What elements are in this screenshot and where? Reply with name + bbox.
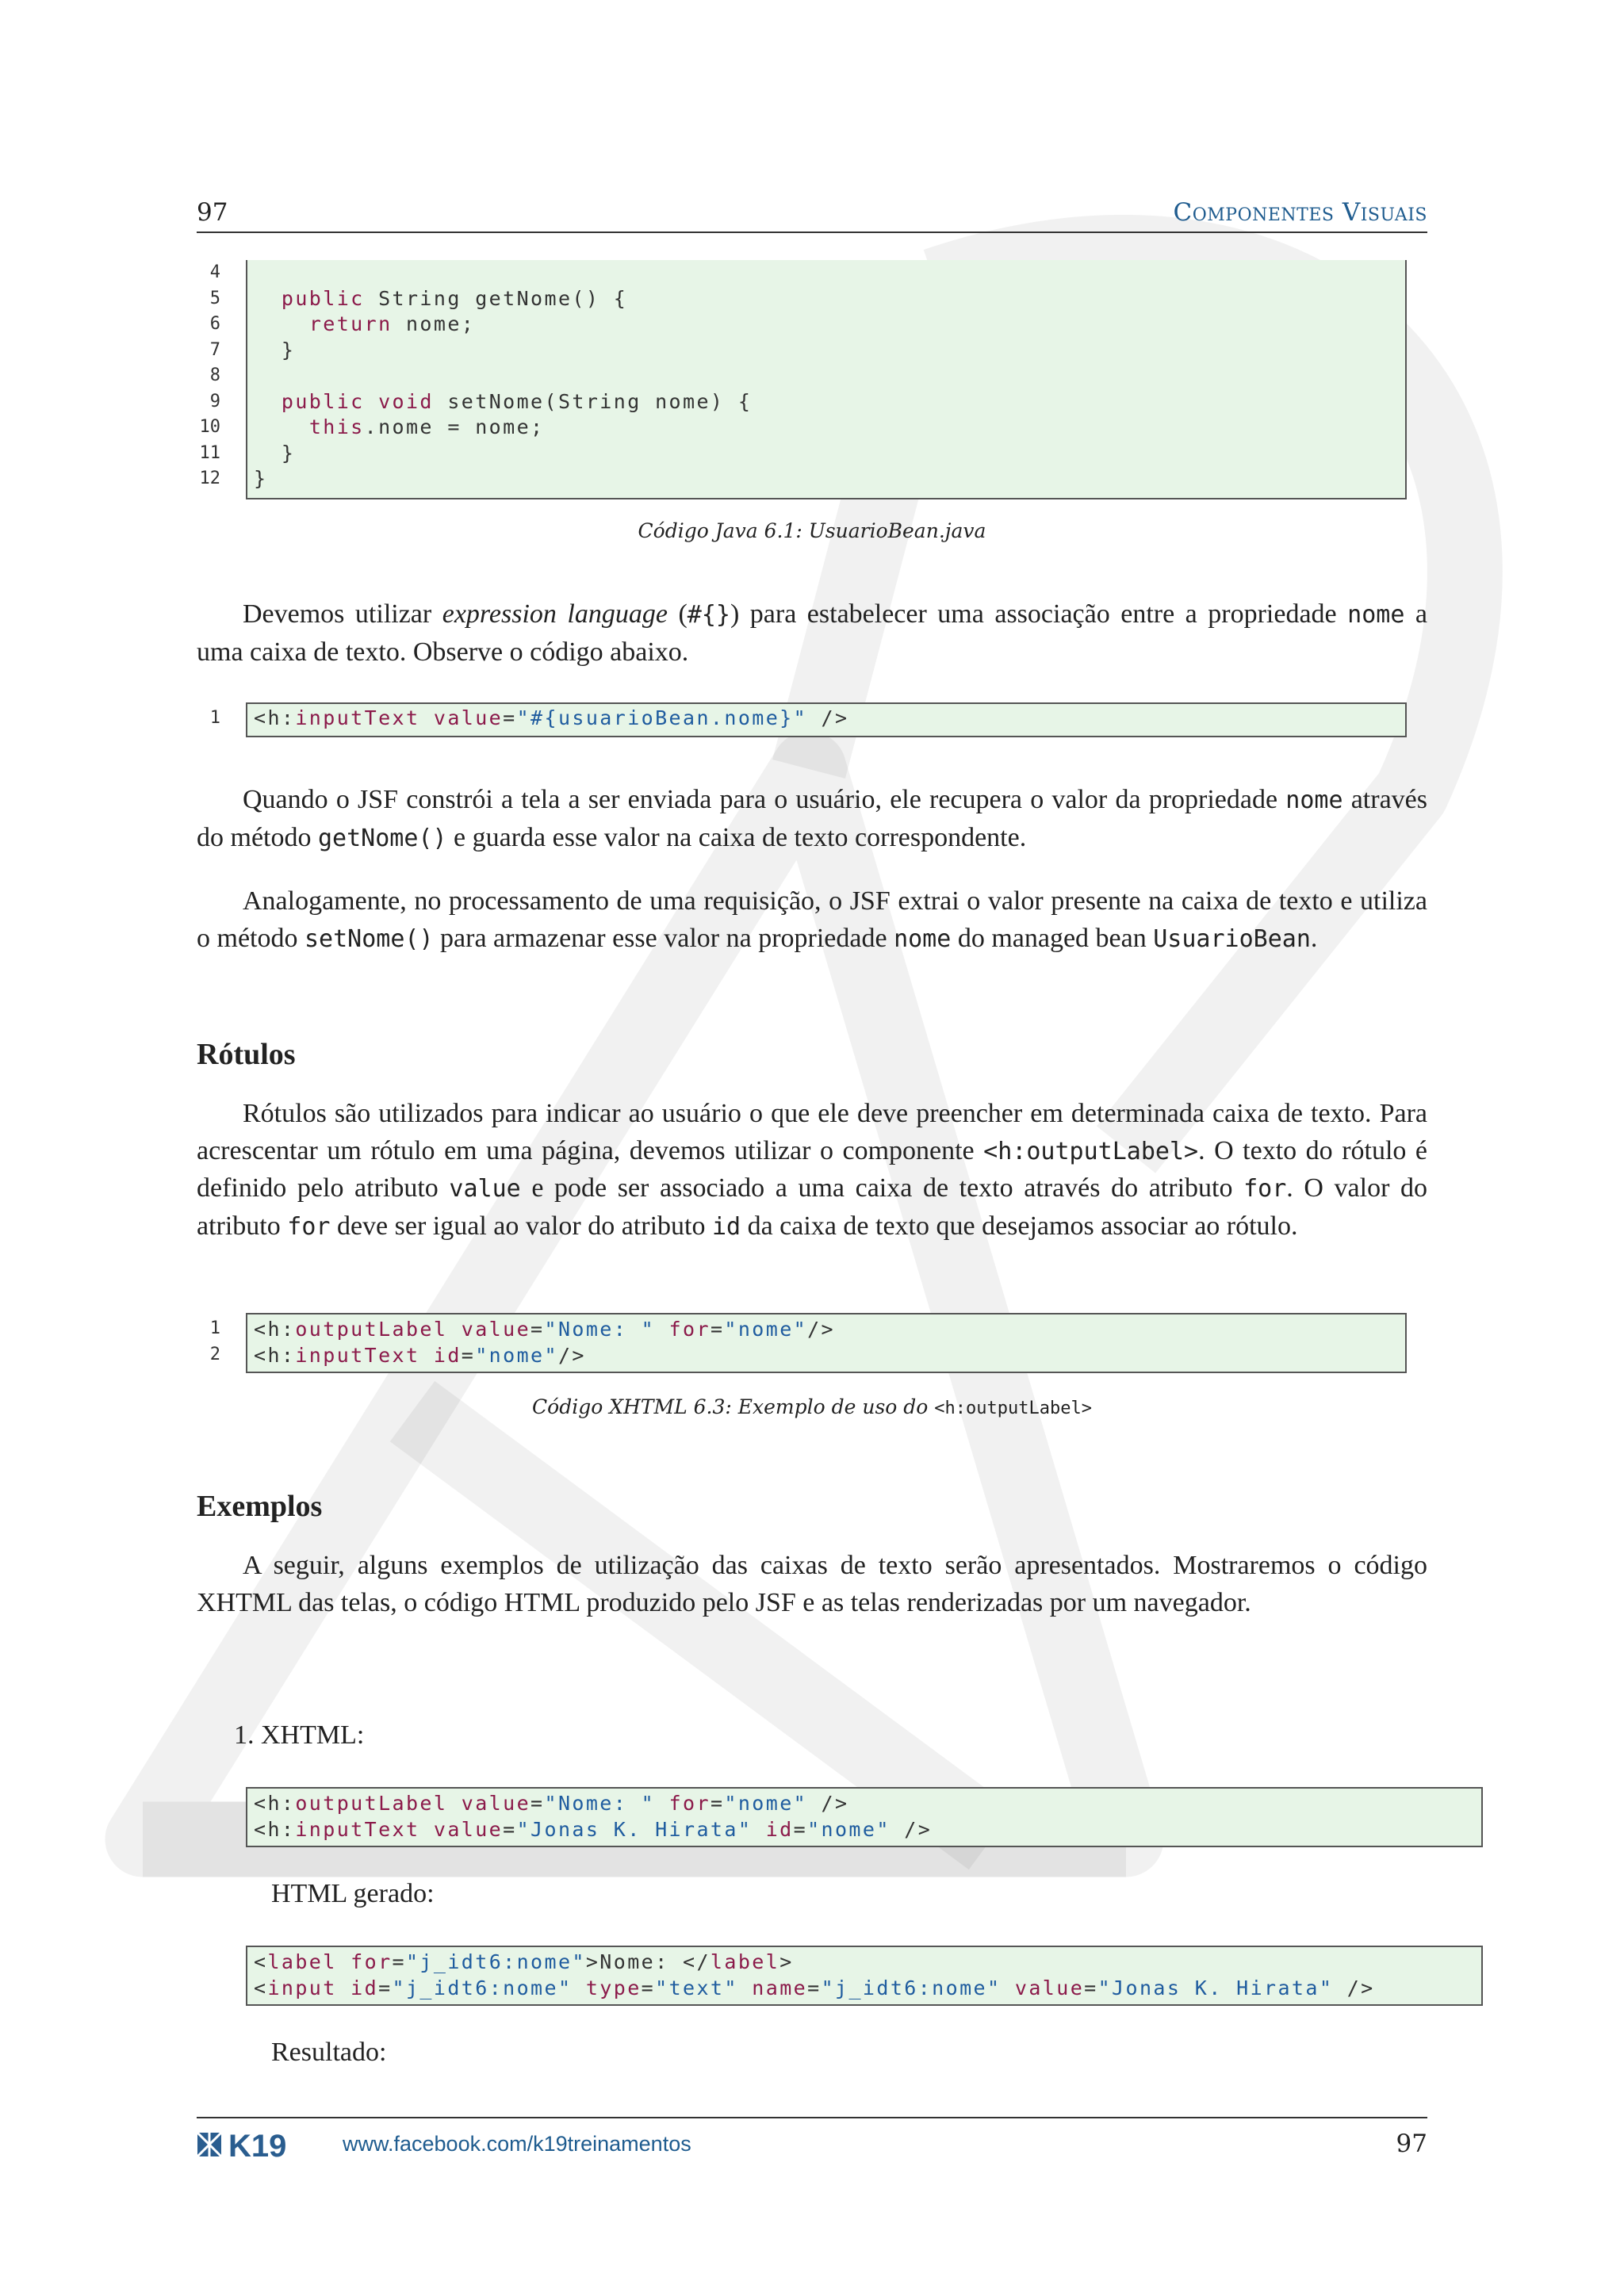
code-text: <h: — [254, 1792, 296, 1815]
code-text — [254, 415, 309, 438]
code-text — [419, 706, 433, 729]
code-string: "nome" — [807, 1817, 891, 1841]
code-text: <h: — [254, 1817, 296, 1841]
k19-logo-text: K19 — [228, 2130, 287, 2161]
code-text — [655, 1318, 668, 1341]
code-text: > — [779, 1950, 794, 1973]
inline-code: UsuarioBean — [1153, 924, 1311, 953]
code-string: "Nome: " — [544, 1792, 656, 1815]
text-run: . O texto do rótulo é definido pelo atributo — [197, 1135, 1428, 1203]
code-text: <h: — [254, 1318, 296, 1341]
code-text — [738, 1976, 752, 1999]
code-keyword: inputText — [295, 706, 420, 729]
code-text: /> — [890, 1817, 933, 1841]
line-number: 8 — [209, 365, 220, 385]
code-line — [247, 286, 1405, 312]
text-run: Rótulos são utilizados para indicar ao usuário o que ele deve preencher em determinada caixa de texto. Para acrescentar um rótulo em uma página, devemos utilizar o componente — [197, 1099, 1427, 1165]
code-line — [247, 312, 1405, 338]
code-text: = — [530, 1792, 545, 1815]
paragraph-exemplos — [197, 1548, 1427, 1621]
code-keyword: for — [668, 1318, 710, 1341]
code-keyword: void — [378, 389, 434, 413]
code-keyword: type — [585, 1976, 642, 1999]
paragraph-rotulos — [197, 1096, 1427, 1246]
code-line — [247, 338, 1405, 364]
code-line — [247, 415, 1405, 441]
code-string: "j_idt6:nome" — [405, 1950, 586, 1973]
code-text: } — [254, 467, 268, 490]
code-text: = — [378, 1976, 393, 1999]
code-keyword: id — [433, 1343, 462, 1367]
code-text: /> — [807, 706, 849, 729]
list-item-xhtml: 1. XHTML: — [234, 1720, 365, 1750]
code4-block — [246, 1787, 1483, 1847]
code-text: nome; — [392, 312, 476, 335]
code-text: = — [392, 1950, 406, 1973]
code-text — [365, 390, 378, 413]
code-keyword: name — [752, 1976, 808, 1999]
code-keyword: value — [433, 1817, 504, 1841]
code-text: } — [254, 338, 296, 362]
code-text: = — [503, 1817, 517, 1841]
code1-caption: Código Java 6.1: UsuarioBean.java — [638, 519, 986, 542]
text-run: Quando o JSF constrói a tela a ser enviada para o usuário, ele recupera o valor da propriedade — [243, 785, 1286, 814]
inline-code: getNome() — [317, 824, 447, 852]
code-keyword: value — [1014, 1976, 1085, 1999]
code-keyword: value — [461, 1792, 531, 1815]
code-string: "nome" — [475, 1343, 558, 1367]
code-text: < — [254, 1950, 268, 1973]
code-line — [247, 260, 1405, 286]
code-text: = — [710, 1792, 725, 1815]
line-number: 4 — [209, 262, 220, 282]
code-text — [1001, 1976, 1014, 1999]
k19-logo — [197, 2130, 320, 2161]
text-run: e guarda esse valor na caixa de texto correspondente. — [446, 822, 1027, 852]
code-string: "Jonas K. Hirata" — [1097, 1976, 1334, 1999]
code-text — [254, 390, 282, 413]
code-keyword: label — [710, 1950, 780, 1973]
code2-block — [246, 702, 1407, 737]
text-run: deve ser igual ao valor do atributo — [330, 1211, 712, 1241]
code-text: <h: — [254, 706, 296, 729]
text-run: do managed bean — [951, 923, 1154, 953]
code-text: = — [807, 1976, 822, 1999]
paragraph-expression-language — [197, 596, 1427, 671]
code-line — [247, 1791, 1481, 1817]
code-text: } — [254, 441, 296, 465]
code-text: >Nome: </ — [585, 1950, 710, 1973]
code-keyword: inputText — [295, 1343, 420, 1367]
line-number: 1 — [209, 1318, 220, 1338]
code-keyword: public — [281, 389, 365, 413]
section-heading-rotulos: Rótulos — [197, 1038, 296, 1071]
code-text: = — [793, 1817, 808, 1841]
code3-line-numbers — [197, 1316, 220, 1368]
code-text — [254, 312, 309, 335]
inline-code: nome — [894, 924, 952, 953]
code-keyword: for — [350, 1950, 393, 1973]
header-page-number: 97 — [197, 198, 228, 227]
code-line — [247, 1317, 1405, 1343]
code1-line-numbers — [197, 260, 220, 492]
code-string: "Jonas K. Hirata" — [516, 1817, 753, 1841]
code-string: "#{usuarioBean.nome}" — [516, 706, 808, 729]
code-text — [419, 1818, 433, 1841]
code-line — [247, 389, 1405, 415]
code-line — [247, 363, 1405, 389]
header-rule — [197, 232, 1427, 233]
inline-code: #{} — [687, 601, 730, 629]
code-keyword: value — [433, 706, 504, 729]
paragraph-getnome — [197, 782, 1427, 857]
code-text: /> — [807, 1318, 836, 1341]
code-text: /> — [557, 1343, 586, 1367]
code-text — [447, 1318, 461, 1341]
inline-code: value — [449, 1175, 521, 1203]
text-run: através do método — [197, 785, 1427, 852]
code3-caption-text: Código XHTML 6.3: Exemplo de uso do — [532, 1395, 935, 1418]
code2-line-numbers — [197, 706, 220, 732]
code-text: .nome = nome; — [364, 415, 545, 438]
footer-rule — [197, 2117, 1427, 2118]
inline-code: setNome() — [304, 924, 434, 953]
code-line — [247, 441, 1405, 467]
line-number: 9 — [209, 391, 220, 411]
code-text: < — [254, 1976, 268, 1999]
text-run: da caixa de texto que desejamos associar ao rótulo. — [741, 1211, 1298, 1241]
code-keyword: return — [308, 312, 393, 335]
line-number: 1 — [209, 708, 220, 728]
code-string: "text" — [655, 1976, 738, 1999]
section-heading-exemplos: Exemplos — [197, 1490, 323, 1523]
footer-facebook-link[interactable]: www.facebook.com/k19treinamentos — [343, 2132, 691, 2156]
line-number: 5 — [209, 288, 220, 308]
code-line — [247, 1343, 1405, 1369]
text-run: A seguir, alguns exemplos de utilização das caixas de texto serão apresentados. Mostraremos o código XHTML das telas, o código HTML produzido pelo JSF e as telas renderizadas por um navegador. — [197, 1551, 1427, 1617]
code-keyword: for — [668, 1792, 710, 1815]
code-text: setNome(String nome) { — [433, 389, 753, 413]
code-text — [752, 1818, 765, 1841]
inline-code: nome — [1285, 786, 1343, 814]
code-string: "nome" — [724, 1318, 808, 1341]
inline-code: nome — [1347, 601, 1405, 629]
code-text — [337, 1976, 350, 1999]
code-text: /> — [1333, 1976, 1375, 1999]
paragraph-setnome — [197, 883, 1427, 958]
code-text: String getNome() { — [364, 286, 628, 310]
line-number: 12 — [199, 469, 220, 488]
code-text: <h: — [254, 1343, 296, 1367]
text-run: Devemos utilizar — [243, 599, 442, 629]
line-number: 11 — [199, 442, 220, 463]
code3-caption-code: <h:outputLabel> — [934, 1399, 1092, 1418]
code-text: /> — [807, 1792, 849, 1815]
code-text — [254, 287, 282, 310]
code3-caption — [197, 1395, 1427, 1418]
header-chapter-title: Componentes Visuais — [1173, 198, 1427, 227]
text-run: para armazenar esse valor na propriedade — [433, 923, 894, 953]
code-text — [655, 1792, 668, 1815]
inline-code: <h:outputLabel> — [983, 1137, 1199, 1165]
line-number: 2 — [209, 1344, 220, 1364]
code5-block — [246, 1946, 1483, 2006]
code-string: "j_idt6:nome" — [821, 1976, 1002, 1999]
code-text — [337, 1950, 350, 1973]
code-text: = — [1084, 1976, 1098, 1999]
code-text: = — [710, 1318, 725, 1341]
code3-block — [246, 1313, 1407, 1373]
line-number: 7 — [209, 339, 220, 360]
code-keyword: this — [308, 415, 365, 438]
text-run: a uma caixa de texto. Observe o código abaixo. — [197, 599, 1428, 667]
code-string: "Nome: " — [544, 1318, 656, 1341]
code-text — [419, 1344, 433, 1367]
code-text: = — [530, 1318, 545, 1341]
inline-code: for — [1243, 1175, 1287, 1203]
code-line — [247, 1817, 1481, 1843]
code-text: = — [641, 1976, 656, 1999]
text-run: ( — [667, 599, 688, 629]
code-string: "j_idt6:nome" — [392, 1976, 573, 1999]
code-keyword: input — [267, 1976, 337, 1999]
text-run: . — [1310, 923, 1318, 953]
code-keyword: outputLabel — [295, 1318, 448, 1341]
code-keyword: outputLabel — [295, 1792, 448, 1815]
text-run: e pode ser associado a uma caixa de texto através do atributo — [520, 1173, 1244, 1203]
code-line — [247, 706, 1405, 732]
code-text — [572, 1976, 585, 1999]
emphasis-text: expression language — [442, 599, 668, 629]
code-line — [247, 1976, 1481, 2002]
code-keyword: id — [350, 1976, 379, 1999]
text-run: . O valor do atributo — [197, 1173, 1427, 1241]
label-html-gerado: HTML gerado: — [271, 1879, 435, 1908]
inline-code: for — [287, 1212, 331, 1241]
code1-block — [246, 260, 1407, 499]
inline-code: id — [711, 1212, 741, 1241]
code-line — [247, 1950, 1481, 1976]
label-resultado: Resultado: — [271, 2038, 387, 2067]
text-run: Analogamente, no processamento de uma requisição, o JSF extrai o valor presente na caixa de texto e utiliza o método — [197, 886, 1427, 953]
code-keyword: id — [765, 1817, 794, 1841]
line-number: 6 — [209, 314, 220, 334]
code-string: "nome" — [724, 1792, 808, 1815]
code-text: = — [503, 706, 517, 729]
code-text — [447, 1792, 461, 1815]
line-number: 10 — [199, 417, 220, 437]
code-line — [247, 466, 1405, 492]
text-run: ) para estabelecer uma associação entre a propriedade — [730, 599, 1348, 629]
code-keyword: value — [461, 1318, 531, 1341]
code-keyword: inputText — [295, 1817, 420, 1841]
code-keyword: label — [267, 1950, 337, 1973]
footer-page-number: 97 — [1396, 2130, 1427, 2158]
code-text: = — [461, 1343, 476, 1367]
code-keyword: public — [281, 286, 365, 310]
